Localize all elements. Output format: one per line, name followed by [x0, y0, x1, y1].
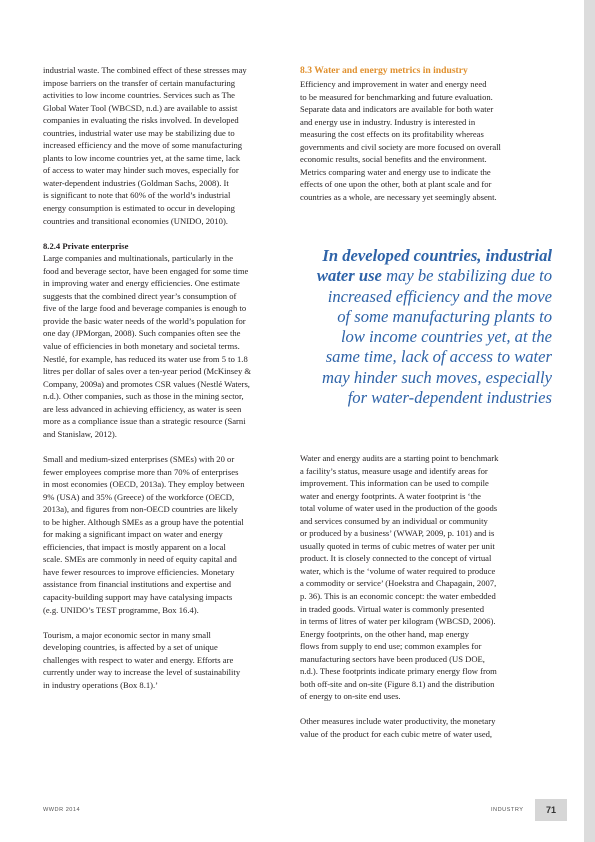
- text-line: increased efficiency and the move of some manufacturing: [43, 140, 243, 151]
- text-line: in most economies (OECD, 2013a). They employ between: [43, 479, 245, 490]
- intro-paragraph: [43, 64, 290, 227]
- text-line: economic results, social benefits and the environment.: [300, 154, 487, 165]
- text-line: is significant to note that 60% of the world’s industrial: [43, 190, 231, 201]
- text-line: governments and civil society are more focused on overall: [300, 141, 501, 152]
- text-line: in industry operations (Box 8.1).’: [43, 679, 159, 690]
- text-line: more as a compliance issue than a strategic resource (Sarni: [43, 416, 246, 427]
- side-strip: [584, 0, 595, 842]
- text-line: or produced by a business’ (WWAP, 2009, p. 101) and is: [300, 528, 495, 539]
- private-enterprise-paragraph: [43, 252, 290, 440]
- right-column-lower: [300, 452, 562, 741]
- text-line: and energy use in industry. Industry is interested in: [300, 116, 476, 127]
- text-line: water and energy footprints. A water footprint is ‘the: [300, 490, 481, 501]
- text-line: Water and energy audits are a starting point to benchmark: [300, 453, 499, 463]
- private-enterprise-heading: 8.2.4 Private enterprise: [43, 240, 129, 251]
- pull-quote-mixed-line: [288, 266, 552, 286]
- text-line: may hinder such moves, especially: [322, 367, 552, 387]
- text-line: Other measures include water productivity, the monetary: [300, 716, 496, 727]
- text-line: food and beverage sector, have been engaged for some time: [43, 265, 249, 276]
- text-line: a facility’s status, measure usage and identify areas for: [300, 465, 488, 476]
- text-line: activities to low income countries. Services such as The: [43, 90, 235, 101]
- text-line: are less advanced in achieving efficiency, as water is seen: [43, 403, 242, 414]
- text-line: of some manufacturing plants to: [337, 306, 552, 326]
- pull-quote: [288, 246, 552, 408]
- text-line: energy consumption is estimated to occur in developing: [43, 203, 235, 214]
- tourism-paragraph: [43, 629, 290, 692]
- text-line: to be higher. Although SMEs as a group have the potential: [43, 516, 244, 527]
- text-line: assistance from financial institutions and expertise and: [43, 579, 232, 590]
- left-column: [43, 64, 290, 691]
- text-line: challenges with respect to water and energy. Efforts are: [43, 654, 234, 665]
- text-line: Small and medium-sized enterprises (SMEs) with 20 or: [43, 453, 235, 464]
- text-line: a commodity or service’ (Hoekstra and Chapagain, 2007,: [300, 578, 497, 589]
- text-line: have fewer resources to improve efficiencies. Monetary: [43, 566, 235, 577]
- pull-quote-rest-span: may be stabilizing due to: [381, 266, 552, 286]
- text-line: product. It is closely connected to the concept of virtual: [300, 553, 492, 564]
- text-line: countries as a whole, are necessary yet seemingly absent.: [300, 191, 497, 202]
- text-line: countries and transitional economies (UNIDO, 2010).: [43, 215, 228, 226]
- text-line: improvement. This information can be used to compile: [300, 478, 489, 489]
- text-line: Metrics comparing water and energy use to indicate the: [300, 166, 491, 177]
- text-line: efficiencies, that impact is mostly apparent on a local: [43, 541, 226, 552]
- text-line: water, which is the ‘volume of water required to produce: [300, 565, 496, 576]
- pull-quote-bold-line: In developed countries, industrial: [322, 246, 552, 265]
- pull-quote-bold-span: water use: [316, 266, 382, 286]
- text-line: impose barriers on the transfer of certain manufacturing: [43, 77, 236, 88]
- text-line: n.d.). These footprints indicate primary energy flow from: [300, 666, 497, 677]
- text-line: provide the basic water needs of the world’s population for: [43, 315, 246, 326]
- text-line: increased efficiency and the move: [327, 286, 552, 306]
- text-line: 9% (USA) and 35% (Greece) of the workforce (OECD,: [43, 491, 235, 502]
- metrics-heading: 8.3 Water and energy metrics in industry: [300, 65, 468, 76]
- text-line: for water-dependent industries: [347, 388, 552, 408]
- text-line: usually quoted in terms of cubic metres of water per unit: [300, 540, 495, 551]
- text-line: 2013a), and figures from non-OECD countries are likely: [43, 504, 238, 515]
- metrics-paragraph: [300, 78, 562, 203]
- text-line: capacity-building support may have catalysing impacts: [43, 591, 233, 602]
- footer-section-name: INDUSTRY: [491, 807, 524, 813]
- text-line: Energy footprints, on the other hand, map energy: [300, 628, 469, 639]
- text-line: manufacturing sectors have been produced (US DOE,: [300, 653, 485, 664]
- pull-quote-lines: [288, 287, 552, 409]
- text-line: companies in evaluating the risks involved. In developed: [43, 115, 239, 126]
- text-line: five of the large food and beverage companies is enough to: [43, 303, 247, 314]
- text-line: value of the product for each cubic metre of water used,: [300, 729, 493, 740]
- text-line: in terms of litres of water per kilogram (WBCSD, 2006).: [300, 616, 496, 627]
- text-line: litres per dollar of sales over a ten-year period (McKinsey &: [43, 366, 252, 377]
- text-line: one day (JPMorgan, 2008). Such companies often see the: [43, 328, 241, 339]
- text-line: measuring the cost effects on its profitability whereas: [300, 129, 484, 140]
- text-line: Separate data and indicators are available for both water: [300, 104, 494, 115]
- text-line: and services consumed by an individual or community: [300, 515, 488, 526]
- text-line: to be measured for benchmarking and future evaluation.: [300, 91, 493, 102]
- text-line: (e.g. UNIDO’s TEST programme, Box 16.4).: [43, 604, 199, 615]
- text-line: Efficiency and improvement in water and energy need: [300, 79, 487, 89]
- other-measures-paragraph: [300, 715, 562, 740]
- page-number: 71: [535, 799, 567, 821]
- footer-report-title: WWDR 2014: [43, 807, 81, 813]
- text-line: Global Water Tool (WBCSD, n.d.) are available to assist: [43, 102, 238, 113]
- text-line: fewer employees comprise more than 70% of enterprises: [43, 466, 239, 477]
- text-line: scale. SMEs are commonly in need of equity capital and: [43, 554, 237, 565]
- text-line: in improving water and energy efficiencies. One estimate: [43, 278, 240, 289]
- sme-paragraph: [43, 453, 290, 616]
- right-column: [300, 64, 562, 203]
- text-line: value of efficiencies in both monetary and societal terms.: [43, 341, 240, 352]
- text-line: p. 36). This is an economic concept: the water embedded: [300, 591, 496, 602]
- text-line: total volume of water used in the production of the goods: [300, 503, 498, 514]
- text-line: of energy to on-site end uses.: [300, 691, 401, 702]
- audit-paragraph: [300, 452, 562, 703]
- text-line: same time, lack of access to water: [325, 347, 552, 367]
- text-line: plants to low income countries yet, at the same time, lack: [43, 152, 241, 163]
- text-line: flows from supply to end use; common examples for: [300, 641, 482, 652]
- text-line: water-dependent industries (Goldman Sachs, 2008). It: [43, 177, 229, 188]
- text-line: of access to water may hinder such moves, especially for: [43, 165, 239, 176]
- text-line: and Stanislaw, 2012).: [43, 428, 117, 439]
- text-line: both off-site and on-site (Figure 8.1) and the distribution: [300, 678, 495, 689]
- text-line: suggests that the combined direct year’s consumption of: [43, 290, 237, 301]
- text-line: industrial waste. The combined effect of these stresses may: [43, 65, 247, 75]
- text-line: Large companies and multinationals, particularly in the: [43, 253, 234, 264]
- text-line: developing countries, is affected by a set of unique: [43, 642, 218, 653]
- text-line: effects of one upon the other, both at plant scale and for: [300, 179, 492, 190]
- text-line: Tourism, a major economic sector in many small: [43, 629, 211, 640]
- text-line: for making a significant impact on water and energy: [43, 529, 223, 540]
- text-line: n.d.). Other companies, such as those in the mining sector,: [43, 391, 244, 402]
- text-line: Company, 2009a) and promotes CSR values (Nestlé Waters,: [43, 378, 250, 389]
- text-line: low income countries yet, at the: [340, 327, 552, 347]
- text-line: currently under way to increase the level of sustainability: [43, 667, 241, 678]
- text-line: countries, industrial water use may be stabilizing due to: [43, 127, 235, 138]
- text-line: in traded goods. Virtual water is commonly presented: [300, 603, 485, 614]
- text-line: Nestlé, for example, has reduced its water use from 5 to 1.8: [43, 353, 248, 364]
